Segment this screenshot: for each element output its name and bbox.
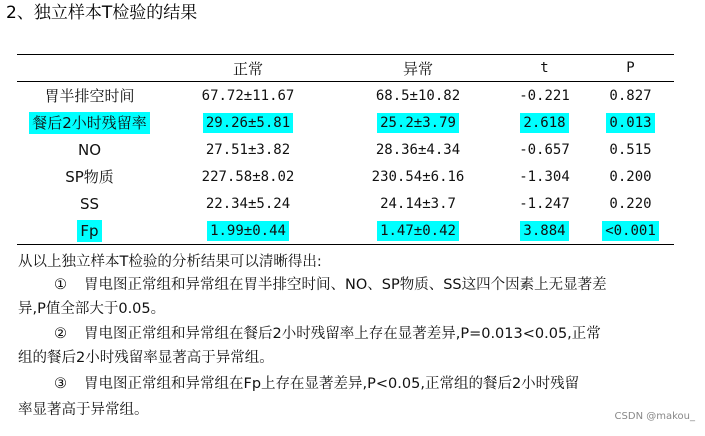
point-3-number: ③ [54,376,67,392]
cell-t-text: -1.247 [519,195,570,212]
watermark: CSDN @makou_ [614,411,695,422]
cell-normal-text: 227.58±8.02 [201,168,295,185]
point-1-line-2: 异,P值全部大于0.05。 [18,301,166,317]
cell-t-text: -1.304 [519,168,570,185]
cell-p-text: 0.220 [609,195,652,212]
cell-t [502,163,587,190]
point-1-text: 胃电图正常组和异常组在胃半排空时间、NO、SP物质、SS这四个因素上无显著差 [84,277,607,293]
cell-abnormal-text: 1.47±0.42 [377,221,459,241]
cell-p [587,190,674,217]
point-1-line-1 [18,275,705,296]
cell-normal [162,109,334,136]
table-row [17,136,674,163]
cell-normal [162,217,334,245]
cell-normal [162,190,334,217]
intro-text: 从以上独立样本T检验的分析结果可以清晰得出: [18,254,322,270]
cell-normal [162,82,334,110]
cell-p-text: 0.200 [609,168,652,185]
cell-t-text: -0.221 [519,87,570,104]
cell-abnormal-text: 24.14±3.7 [380,195,456,212]
cell-p [587,217,674,245]
point-3-text: 胃电图正常组和异常组在Fp上存在显著差异,P<0.05,正常组的餐后2小时残留 [84,376,580,392]
row-label [17,163,162,190]
row-label [17,136,162,163]
cell-abnormal [334,217,502,245]
table-row [17,190,674,217]
cell-abnormal [334,190,502,217]
point-2-line-2: 组的餐后2小时残留率显著高于异常组。 [18,350,274,366]
table-row [17,82,674,110]
row-label [17,190,162,217]
cell-p-text: <0.001 [602,221,659,241]
point-2-line-1 [18,324,705,345]
header-p: P [626,60,635,76]
row-label-text: SP物质 [65,168,114,186]
header-t: t [540,60,549,76]
cell-normal-text: 1.99±0.44 [207,221,289,241]
row-label [17,82,162,110]
cell-abnormal-text: 28.36±4.34 [375,141,461,158]
header-variable [17,55,162,82]
header-normal: 正常 [232,59,263,78]
row-label [17,217,162,245]
header-abnormal: 异常 [402,59,433,78]
table-row [17,163,674,190]
cell-t-text: -0.657 [519,141,570,158]
cell-t [502,109,587,136]
cell-p [587,82,674,110]
cell-abnormal-text: 68.5±10.82 [375,87,461,104]
cell-t-text: 2.618 [520,113,568,133]
cell-abnormal [334,82,502,110]
cell-abnormal-text: 230.54±6.16 [371,168,465,185]
point-2-text: 胃电图正常组和异常组在餐后2小时残留率上存在显著差异,P=0.013<0.05,正常 [84,326,601,342]
cell-p-text: 0.515 [609,141,652,158]
row-label-text: NO [77,140,102,159]
table-header-row [17,55,674,82]
cell-normal [162,136,334,163]
cell-t [502,82,587,110]
row-label-text: SS [79,194,100,213]
table-row [17,109,674,136]
cell-t [502,190,587,217]
cell-p [587,163,674,190]
cell-p-text: 0.827 [609,87,652,104]
cell-p-text: 0.013 [606,113,654,133]
row-label-text: Fp [77,220,101,242]
row-label-text: 胃半排空时间 [44,87,135,105]
t-test-results-table [17,54,674,245]
point-3-line-1 [18,374,705,395]
row-label [17,109,162,136]
cell-abnormal [334,163,502,190]
cell-abnormal [334,136,502,163]
cell-t-text: 3.884 [520,221,568,241]
cell-t [502,217,587,245]
cell-abnormal-text: 25.2±3.79 [377,113,459,133]
point-2-number: ② [54,326,67,342]
point-1-number: ① [54,277,67,293]
cell-normal-text: 27.51±3.82 [205,141,291,158]
cell-normal-text: 67.72±11.67 [201,87,295,104]
cell-t [502,136,587,163]
point-3-line-2: 率显著高于异常组。 [18,402,149,418]
cell-p [587,109,674,136]
cell-abnormal [334,109,502,136]
table-row [17,217,674,245]
cell-normal [162,163,334,190]
cell-p [587,136,674,163]
section-heading: 2、独立样本T检验的结果 [6,3,198,23]
cell-normal-text: 29.26±5.81 [203,113,293,133]
row-label-text: 餐后2小时残留率 [29,112,150,134]
cell-normal-text: 22.34±5.24 [205,195,291,212]
